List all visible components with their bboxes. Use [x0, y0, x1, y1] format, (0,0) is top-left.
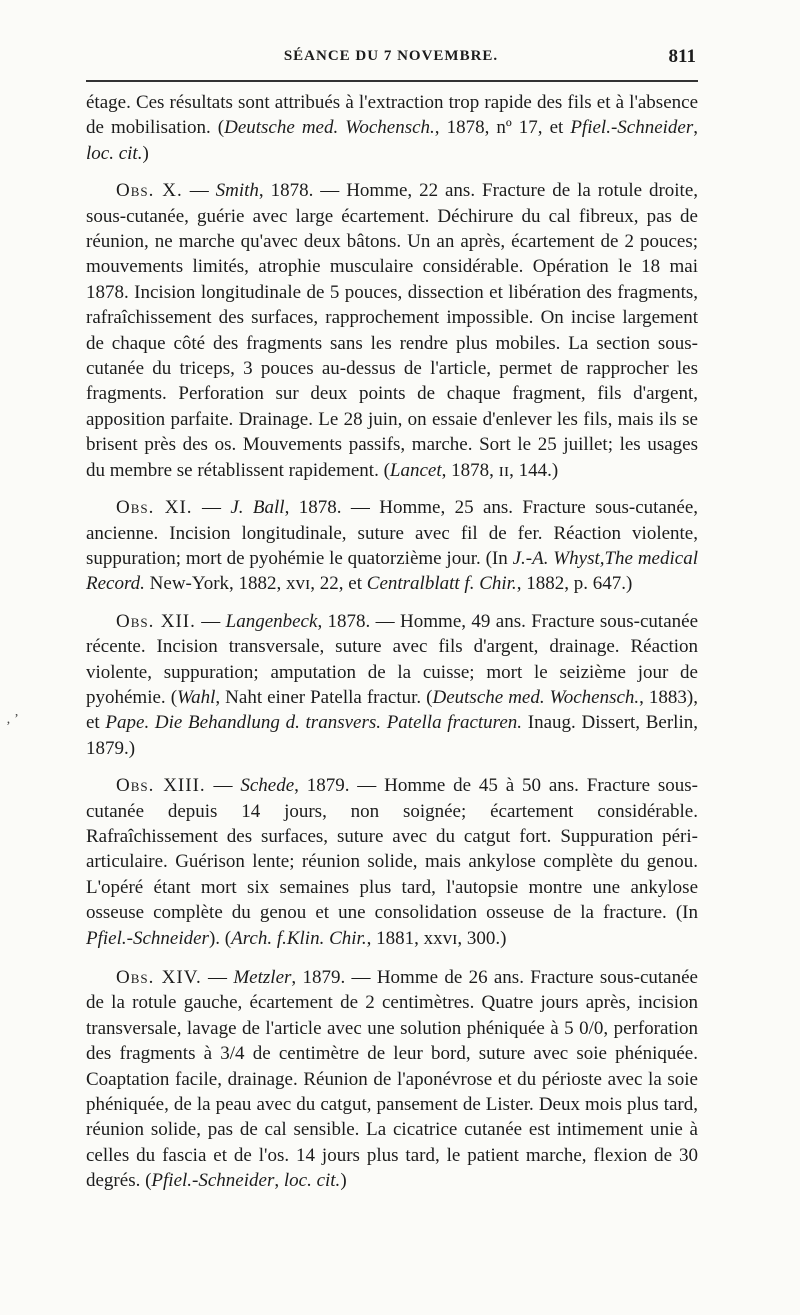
- citation-italic: Centralblatt f. Chir.: [366, 573, 517, 595]
- text-run: , 1878. — Homme, 49 ans. Fracture sous-cutanée récente. Incision transversale, suture avec fils d'argent, drainage. Réaction violente, suppuration; amputation de la cuisse; mort le seizième jour de pyohémie. (: [86, 610, 699, 708]
- text-run: , 1879. — Homme de 26 ans. Fracture sous-cutanée de la rotule gauche, écartement de 2 centimètres. Quatre jours après, incision transversale, lavage de l'article avec une solution phéniquée à 5 0/0, perforation des fragments à 3/4 de centimètre de leur bord, suture avec soie phéniquée. Coaptation facile, drainage. Réunion de l'aponévrose et du périoste avec la soie phéniquée, de la peau avec du catgut, pansement de Lister. Deux mois plus tard, réunion solide, pas de cal sensible. La cicatrice cutanée est intimement unie à celles du fascia et de l'os. 14 jours plus tard, le patient marche, flexion de 30 degrés. (: [86, 967, 698, 1192]
- text-run: New-York, 1882, xvɪ, 22, et: [144, 573, 367, 595]
- text-run: , 1879. — Homme de 45 à 50 ans. Fracture sous-cutanée depuis 14 jours, non soignée; écartement considérable. Rafraîchissement des surfaces, suture avec du catgut fort. Suppuration péri-articulaire. Guérison lente; réunion solide, mais ankylose complète du genou. L'opéré étant mort six semaines plus tard, l'autopsie montre une ankylose osseuse complète du genou et une consolidation osseuse de la fracture. (In: [86, 775, 699, 924]
- observation-xiii: [86, 773, 698, 951]
- citation-italic: J.-A. Whyst,The medical Record.: [86, 547, 698, 595]
- margin-marks: ‚ ʼ: [6, 712, 19, 727]
- citation-italic: Deutsche med. Wochensch.: [224, 117, 435, 139]
- page-header: [86, 46, 696, 74]
- citation-italic: Pfiel.-Schneider: [151, 1170, 275, 1192]
- text-run: , 1878, ɪɪ, 144.): [441, 459, 559, 481]
- observation-label: Obs. XII.: [116, 610, 196, 632]
- citation-italic: Deutsche med. Wochensch.: [432, 686, 640, 708]
- observation-xi: [86, 495, 698, 597]
- text-run: , 1878, nº 17, et: [434, 117, 571, 139]
- citation-italic: Lancet: [389, 459, 442, 481]
- citation-italic: J. Ball: [230, 497, 285, 519]
- observation-x: [86, 178, 698, 483]
- citation-italic: Wahl: [177, 686, 216, 708]
- observation-xiv: [86, 965, 698, 1194]
- text-run: —: [195, 610, 226, 632]
- citation-italic: Langenbeck: [225, 610, 318, 632]
- text-run: ): [142, 142, 149, 164]
- text-run: étage. Ces résultats sont attribués à l'extraction trop rapide des fils et à l'absence de mobilisation. (: [86, 92, 698, 139]
- citation-italic: Schede: [240, 775, 295, 797]
- text-run: —: [205, 775, 241, 797]
- page-number: 811: [668, 46, 696, 67]
- observation-label: Obs. X.: [116, 180, 183, 202]
- citation-italic: Pape. Die Behandlung d. transvers. Patella fracturen.: [105, 712, 523, 734]
- text-run: ): [340, 1170, 347, 1192]
- text-run: ). (: [208, 927, 232, 949]
- running-title: SÉANCE DU 7 NOVEMBRE.: [283, 48, 499, 64]
- text-run: ,: [274, 1170, 284, 1192]
- text-run: , 1882, p. 647.): [516, 573, 633, 595]
- text-run: —: [182, 180, 216, 202]
- text-run: , 1883), et: [86, 686, 698, 734]
- observation-label: Obs. XI.: [116, 497, 193, 519]
- observation-label: Obs. XIV.: [116, 967, 202, 988]
- citation-italic: Metzler: [233, 967, 292, 988]
- text-run: ,: [693, 117, 699, 139]
- observation-label: Obs. XIII.: [116, 775, 206, 797]
- citation-italic: Arch. f.Klin. Chir.: [231, 927, 367, 949]
- observation-xii: [86, 609, 698, 761]
- text-run: , 1881, xxvɪ, 300.): [366, 927, 507, 949]
- text-run: , Naht einer Patella fractur. (: [215, 686, 433, 708]
- paragraph-continuation: [86, 90, 698, 166]
- citation-italic: Pfiel.-Schneider: [86, 927, 209, 949]
- text-run: , 1878. — Homme, 22 ans. Fracture de la rotule droite, sous-cutanée, guérie avec large écartement. Déchirure du cal fibreux, pas de réunion, ne marche qu'avec deux bâtons. Un an après, écartement de 2 pouces; mouvements limités, atrophie musculaire considérable. Opération le 18 mai 1878. Incision longitudinale de 5 pouces, dissection et libération des fragments, rafraîchissement des surfaces, rapprochement impossible. On incise largement de chaque côté des fragments sans les rendre plus mobiles. La section sous-cutanée du triceps, 3 pouces au-dessus de l'article, permet de rapprocher les fragments. Perforation sur deux points de chaque fragment, fils d'argent, apposition parfaite. Drainage. Le 28 juin, on essaie d'enlever les fils, mais ils se brisent près des os. Mouvements passifs, marche. Sort le 25 juillet; les usages du membre se rétablissent rapidement. (: [86, 180, 699, 481]
- body-text: [86, 90, 698, 1206]
- header-rule: [86, 80, 698, 82]
- text-run: Inaug. Dissert, Berlin, 1879.): [86, 712, 698, 759]
- text-run: —: [192, 497, 231, 519]
- citation-italic: loc. cit.: [283, 1170, 341, 1192]
- text-run: —: [201, 967, 234, 988]
- citation-italic: Smith: [215, 180, 259, 202]
- citation-italic: loc. cit.: [86, 142, 143, 164]
- text-run: , 1878. — Homme, 25 ans. Fracture sous-cutanée, ancienne. Incision longitudinale, suture avec fil de fer. Réaction violente, suppuration; mort de pyohémie le quatorzième jour. (In: [86, 497, 698, 569]
- citation-italic: Pfiel.-Schneider: [570, 117, 694, 139]
